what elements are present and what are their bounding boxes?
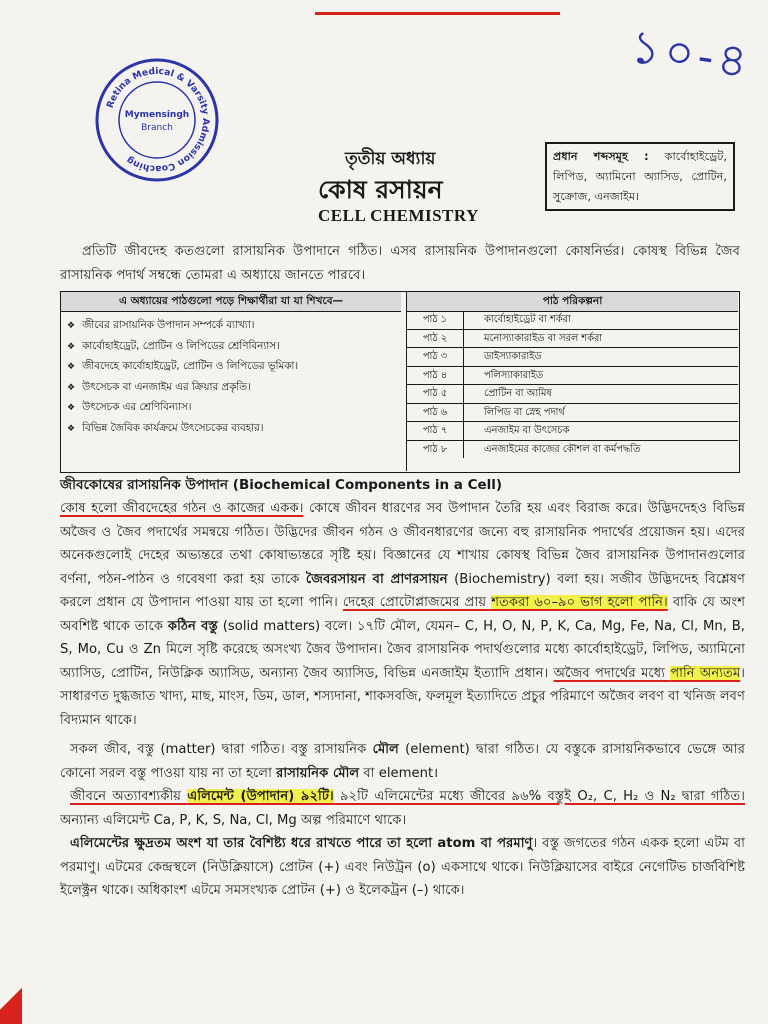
keywords-label: প্রধান শব্দসমূহ : [553, 150, 649, 163]
lesson-plan-rows [407, 311, 738, 458]
cell-definition: কোষ হলো জীবদেহের গঠন ও কাজের একক। [60, 501, 304, 516]
lesson-plan-header: পাঠ পরিকল্পনা [407, 292, 738, 312]
section-heading-bn: জীবকোষের রাসায়নিক উপাদান [60, 477, 229, 493]
lesson-row [407, 385, 738, 404]
lesson-topic: এনজাইমের কাজের কৌশল বা কর্মপদ্ধতি [484, 443, 641, 455]
objective-item: ❖ উৎসেচক এর শ্রেণিবিন্যাস। [67, 398, 397, 419]
lesson-topic: কার্বোহাইড্রেট বা শর্করা [484, 314, 571, 325]
text-run: । সাধারণত দুগ্ধজাত খাদ্য, মাছ, মাংস, ডিম, ডাল, শস্যদানা, শাকসবজি, ফলমূল ইত্যাদিতে প্রচুর পরিমাণে অজৈব লবণ বা খনিজ লবণ বিদ্যমান থাকে। [60, 665, 745, 728]
lesson-row [407, 441, 738, 459]
water-percentage-highlight: শতকরা ৬০–৯০ ভাগ হলো পানি। [491, 595, 668, 610]
text-run: (element) দ্বারা গঠিত। যে বস্তুকে রাসায়নিকভাবে ভেঙ্গে আর কোনো সরল বস্তু পাওয়া যায় না তা হলো [60, 742, 745, 781]
biochemistry-term: জৈবরসায়ন বা প্রাণরসায়ন [305, 571, 448, 587]
text-run: এলিমেন্টের ক্ষুদ্রতম অংশ যা তার বৈশিষ্ট্য ধরে রাখতে পারে তা হলো [70, 836, 438, 851]
body-paragraph-4 [60, 832, 745, 903]
handwritten-page-number: ১০-৪ [627, 18, 755, 90]
lesson-number: পাঠ ৮ [407, 441, 464, 459]
lesson-row [407, 348, 738, 367]
element-term: মৌল [372, 742, 399, 757]
chapter-number: তৃতীয় অধ্যায় [345, 149, 436, 169]
lesson-row [407, 422, 738, 441]
elements-92-highlight: এলিমেন্ট (উপাদান) ৯২টি। [187, 789, 334, 804]
text-run: জীবনে অত্যাবশ্যকীয় [70, 789, 188, 804]
stamp-ring-text: Retina Medical & Varsity Admission Coaching [104, 65, 212, 175]
lesson-row [407, 404, 738, 423]
stamp-center-line2: Branch [141, 123, 173, 133]
water-main-highlight: পানি অন্যতম [670, 665, 741, 681]
objective-item: ❖ উৎসেচক বা এনজাইম এর ক্রিয়ার প্রকৃতি। [67, 378, 397, 399]
lesson-topic: এনজাইম বা উৎসেচক [484, 425, 570, 436]
lesson-topic: পলিস্যাকারাইড [484, 369, 544, 381]
keywords-text: কার্বোহাইড্রেট, লিপিড, অ্যামিনো অ্যাসিড, প্রোটিন, সুক্রোজ, এনজাইম। [553, 150, 727, 203]
lesson-topic: মনোস্যাকারাইড বা সরল শর্করা [484, 332, 603, 344]
text-run: (Biochemistry) বলা হয়। সজীব উদ্ভিদদেহ বিশ্লেষণ করলে প্রধান যে উপাদান পাওয়া যায় তা হলো পানি। [60, 571, 745, 610]
lesson-topic: ডাইস্যাকারাইড [484, 351, 542, 362]
text-run: কোষে জীবন ধারণের সব উপাদান তৈরি হয় এবং বিরাজ করে। উদ্ভিদদেহও বিভিন্ন অজৈব ও জৈব পদার্থের সমন্বয়ে গঠিত। উদ্ভিদের জীবন গঠন ও জীবনধারণের জন্যে বহু রাসায়নিক পদার্থের প্রয়োজন হয়। এদের অনেকগুলোই দেহের অভ্যন্তরে তথা কোষাভ্যন্তরে সৃষ্টি হয়। বিজ্ঞানের যে শাখায় কোষস্থ বিভিন্ন জৈব রাসায়নিক উপাদানগুলোর বর্ণনা, পঠন-পাঠন ও গবেষণা করা হয় তাকে [60, 501, 745, 587]
objectives-header: এ অধ্যায়ের পাঠগুলো পড়ে শিক্ষার্থীরা যা যা শিখবে— [61, 292, 401, 312]
lesson-number: পাঠ ১ [407, 311, 464, 329]
section-heading-en: (Biochemical Components in a Cell) [232, 477, 503, 493]
text-run: ৯২টি এলিমেন্টের মধ্যে জীবের ৯৬% বস্তুই O₂, C, H₂ ও N₂ দ্বারা গঠিত। [333, 789, 745, 804]
body-paragraph-2 [60, 738, 745, 785]
text-run: বা element। [359, 765, 439, 781]
scan-corner-mark [0, 985, 22, 1024]
objective-item: ❖ বিভিন্ন জৈবিক কার্যক্রমে উৎসেচকের ব্যবহার। [67, 419, 397, 440]
lesson-number: পাঠ ২ [407, 330, 464, 348]
text-run: বাকি যে অংশ অবশিষ্ট থাকে তাকে [60, 595, 745, 634]
lesson-topic: প্রোটিন বা আমিষ [484, 388, 552, 399]
lesson-number: পাঠ ৫ [407, 385, 464, 403]
chapter-title-english: CELL CHEMISTRY [318, 206, 479, 225]
text-run: । বস্তু জগতের গঠন একক হলো এটম বা পরমাণু। এটমের কেন্দ্রস্থলে (নিউক্লিয়াসে) প্রোটন (+) এবং নিউট্রন (o) একসাথে থাকে। নিউক্লিয়াসের বাইরে নেগেটিভ চার্জবিশিষ্ট ইলেক্ট্রন থাকে। অধিকাংশ এটমে সমসংখ্যক প্রোটন (+) ও ইলেকট্রন (–) থাকে। [60, 836, 745, 898]
chapter-title: কোষ রসায়ন [318, 175, 443, 204]
objective-item: ❖ কার্বোহাইড্রেট, প্রোটিন ও লিপিডের শ্রেণিবিন্যাস। [67, 337, 397, 358]
lesson-row [407, 367, 738, 386]
objective-item: ❖ জীবদেহে কার্বোহাইড্রেট, প্রোটিন ও লিপিডের ভূমিকা। [67, 357, 397, 378]
section-body [60, 497, 745, 903]
lesson-row [407, 330, 738, 349]
text-run: অন্যান্য এলিমেন্ট Ca, P, K, S, Na, Cl, Mg অল্প পরিমাণে থাকে। [60, 812, 407, 828]
top-red-rule [315, 12, 560, 15]
text-run: অজৈব পদার্থের মধ্যে [553, 665, 671, 681]
keywords-box [545, 142, 735, 211]
chapter-plan-table [60, 291, 740, 473]
body-paragraph-3 [60, 785, 745, 832]
text-run: সকল জীব, বস্তু (matter) দ্বারা গঠিত। বস্তু রাসায়নিক [70, 742, 373, 757]
lesson-number: পাঠ ৩ [407, 348, 464, 366]
objectives-list [67, 316, 397, 439]
solid-matter-term: কঠিন বস্তু [167, 618, 218, 634]
body-paragraph-1 [60, 497, 745, 732]
lesson-number: পাঠ ৬ [407, 404, 464, 422]
chemical-element-term: রাসায়নিক মৌল [276, 765, 360, 781]
atom-term: atom বা পরমাণু [437, 836, 533, 851]
section-heading [60, 474, 502, 497]
text-run: (solid matters) বলে। ১৭টি মৌল, যেমন– C, H, O, N, P, K, Ca, Mg, Fe, Na, Cl, Mn, B, S, Mo, Cu ও Zn মিলে সৃষ্টি করেছে অসংখ্য জৈব উপাদান। জৈব রাসায়নিক পদার্থগুলোর মধ্যে কার্বোহাইড্রেট, লিপিড, অ্যামিনো অ্যাসিড, প্রোটিন, নিউক্লিক অ্যাসিড, অন্যান্য জৈব অ্যাসিড, বিভিন্ন এনজাইম ইত্যাদি প্রধান। [60, 618, 745, 681]
lesson-row [407, 311, 738, 330]
stamp-center-line1: Mymensingh [124, 110, 190, 120]
lesson-number: পাঠ ৪ [407, 367, 464, 385]
objective-item: ❖ জীবের রাসায়নিক উপাদান সম্পর্কে ব্যাখ্যা। [67, 316, 397, 337]
lesson-topic: লিপিড বা স্নেহ পদার্থ [484, 406, 565, 418]
lesson-number: পাঠ ৭ [407, 422, 464, 440]
text-run: দেহের প্রোটোপ্লাজমের প্রায় [342, 595, 492, 610]
intro-paragraph: প্রতিটি জীবদেহ কতগুলো রাসায়নিক উপাদানে গঠিত। এসব রাসায়নিক উপাদানগুলো কোষনির্ভর। কোষস্থ বিভিন্ন জৈব রাসায়নিক পদার্থ সম্বন্ধে তোমরা এ অধ্যায়ে জানতে পারবে। [60, 244, 740, 283]
coaching-stamp [92, 55, 222, 185]
